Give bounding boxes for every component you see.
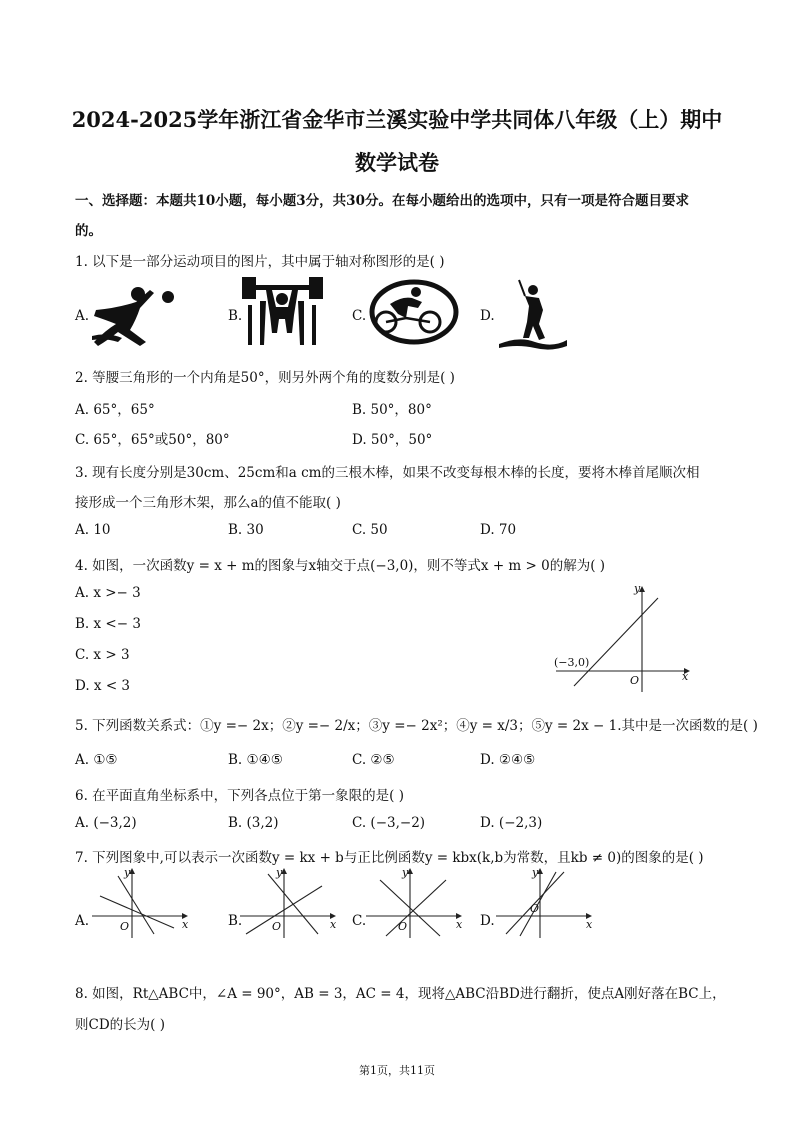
- q4-x-label: x: [682, 670, 689, 683]
- page-footer: 第1页，共11页: [359, 1064, 435, 1077]
- question-7-stem: 7. 下列图象中,可以表示一次函数y = kx + b与正比例函数y = kbx(k,b为常数，且kb ≠ 0)的图象的是( ): [75, 850, 704, 866]
- q5-option-c: C. ②⑤: [352, 752, 395, 768]
- q7-graph-c: [364, 866, 464, 938]
- q7-option-d: D.: [480, 913, 495, 929]
- q5-option-b: B. ①④⑤: [228, 752, 283, 768]
- section-header-line2: 的。: [75, 223, 102, 239]
- q7b-origin-label: O: [272, 920, 282, 933]
- q1-option-b: B.: [228, 308, 243, 324]
- q1-option-a: A.: [75, 308, 90, 324]
- q4-option-c: C. x > 3: [75, 647, 130, 663]
- volleyball-player-icon: [88, 280, 183, 350]
- q7b-x-label: x: [330, 918, 337, 931]
- q7-option-b: B.: [228, 913, 243, 929]
- question-3-stem-line1: 3. 现有长度分别是30cm、25cm和a cm的三根木棒，如果不改变每根木棒的长度，要将木棒首尾顺次相: [75, 465, 700, 481]
- q5-option-d: D. ②④⑤: [480, 752, 536, 768]
- q7d-x-label: x: [586, 918, 593, 931]
- question-2-stem: 2. 等腰三角形的一个内角是50°，则另外两个角的度数分别是( ): [75, 370, 455, 386]
- q4-origin-label: O: [630, 674, 640, 687]
- q7-graph-a: [90, 866, 190, 938]
- q5-option-a: A. ①⑤: [75, 752, 118, 768]
- paper-title-line1: 2024-2025学年浙江省金华市兰溪实验中学共同体八年级（上）期中: [71, 107, 723, 132]
- q7-option-a: A.: [75, 913, 90, 929]
- q7c-x-label: x: [456, 918, 463, 931]
- question-5-stem: 5. 下列函数关系式：①y =− 2x；②y =− 2/x；③y =− 2x²；④y = x/3；⑤y = 2x − 1.其中是一次函数的是( ): [75, 718, 758, 734]
- q7-graph-d: [494, 866, 594, 938]
- q2-option-a: A. 65°，65°: [75, 402, 155, 418]
- q4-option-b: B. x <− 3: [75, 616, 141, 632]
- q6-option-a: A. (−3,2): [75, 815, 137, 831]
- paper-title-line2: 数学试卷: [355, 150, 439, 175]
- q7a-y-label: y: [124, 866, 131, 879]
- q7b-y-label: y: [276, 866, 283, 879]
- q4-option-a: A. x >− 3: [75, 585, 141, 601]
- question-6-stem: 6. 在平面直角坐标系中，下列各点位于第一象限的是( ): [75, 788, 404, 804]
- cyclist-icon: [368, 278, 460, 348]
- q6-option-b: B. (3,2): [228, 815, 279, 831]
- question-1-stem: 1. 以下是一部分运动项目的图片，其中属于轴对称图形的是( ): [75, 254, 445, 270]
- question-4-stem: 4. 如图，一次函数y = x + m的图象与x轴交于点(−3,0)，则不等式x + m > 0的解为( ): [75, 558, 606, 574]
- question-8-stem-line1: 8. 如图，Rt△ABC中，∠A = 90°，AB = 3，AC = 4，现将△ABC沿BD进行翻折，使点A刚好落在BC上，: [75, 986, 726, 1002]
- q4-linear-graph: [548, 582, 698, 694]
- q4-point-label: (−3,0): [554, 656, 590, 669]
- q2-option-c: C. 65°，65°或50°，80°: [75, 432, 230, 448]
- q7-option-c: C.: [352, 913, 367, 929]
- q7d-y-label: y: [532, 866, 539, 879]
- q7a-x-label: x: [182, 918, 189, 931]
- q2-option-b: B. 50°，80°: [352, 402, 432, 418]
- q7d-origin-label: O: [530, 902, 540, 915]
- q7c-y-label: y: [402, 866, 409, 879]
- q1-option-c: C.: [352, 308, 367, 324]
- weightlifter-icon: [240, 275, 325, 347]
- q1-option-d: D.: [480, 308, 495, 324]
- question-8-stem-line2: 则CD的长为( ): [75, 1017, 165, 1033]
- q7a-origin-label: O: [120, 920, 130, 933]
- question-3-stem-line2: 接形成一个三角形木架，那么a的值不能取( ): [75, 495, 341, 511]
- q3-option-c: C. 50: [352, 522, 388, 538]
- section-header-line1: 一、选择题：本题共10小题，每小题3分，共30分。在每小题给出的选项中，只有一项是符合题目要求: [75, 193, 689, 209]
- q4-option-d: D. x < 3: [75, 678, 131, 694]
- q7-graph-b: [238, 866, 338, 938]
- q3-option-b: B. 30: [228, 522, 264, 538]
- q6-option-c: C. (−3,−2): [352, 815, 426, 831]
- q4-y-label: y: [634, 582, 641, 595]
- q2-option-d: D. 50°，50°: [352, 432, 433, 448]
- q3-option-a: A. 10: [75, 522, 111, 538]
- golfer-icon: [495, 276, 570, 351]
- q6-option-d: D. (−2,3): [480, 815, 543, 831]
- q7c-origin-label: O: [398, 920, 408, 933]
- q3-option-d: D. 70: [480, 522, 517, 538]
